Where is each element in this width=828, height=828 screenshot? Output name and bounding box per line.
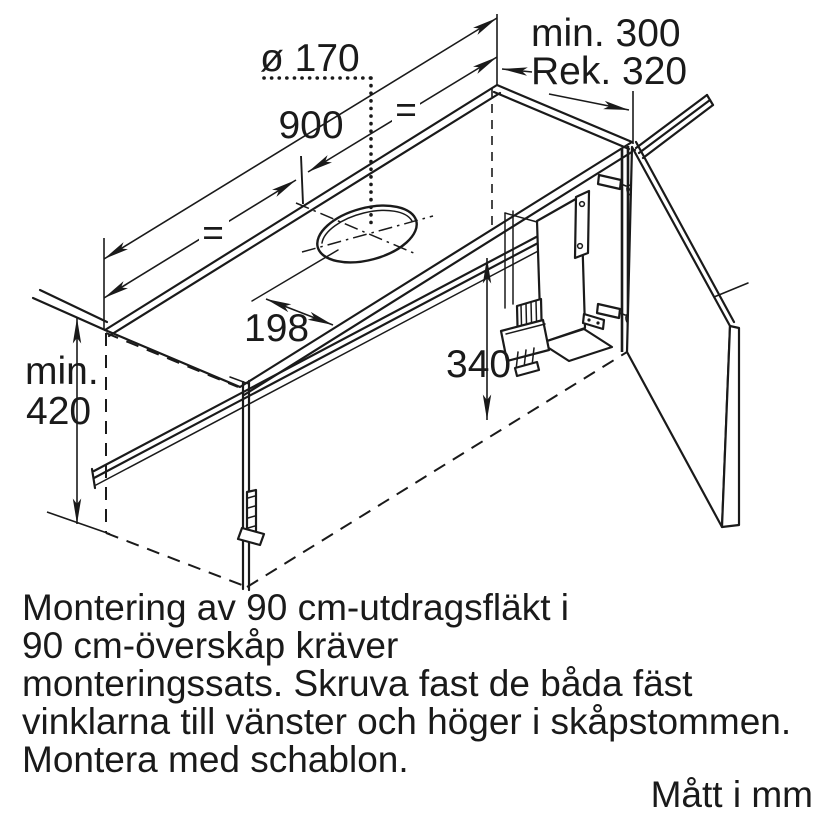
hole-diameter-label: ø 170: [260, 37, 360, 80]
equals-left-label: =: [202, 212, 224, 253]
caption-line-4: vinklarna till vänster och höger i skåpstommen.: [22, 701, 792, 742]
clearance-min-value: 420: [26, 390, 92, 433]
depth-min-label: min. 300: [531, 12, 681, 55]
hole-offset-label: 198: [244, 307, 310, 350]
clearance-min-word: min.: [25, 350, 99, 393]
right-mounting-bracket: [537, 191, 612, 361]
depth-recommended-label: Rek. 320: [531, 50, 688, 93]
width-label: 900: [278, 104, 344, 147]
caption-line-5: Montera med schablon.: [22, 739, 409, 780]
inner-height-label: 340: [446, 343, 512, 386]
caption: [22, 587, 791, 780]
cabinet-hidden-edges: [106, 333, 627, 587]
equals-right-label: =: [395, 89, 417, 130]
caption-line-2: 90 cm-överskåp kräver: [22, 625, 399, 666]
caption-line-1: Montering av 90 cm-utdragsfläkt i: [22, 587, 570, 628]
caption-line-3: monteringssats. Skruva fast de båda fäst: [22, 663, 693, 704]
units-note: Mått i mm: [650, 774, 813, 815]
door-panel: [627, 142, 748, 527]
wall-lines-left: [33, 290, 107, 330]
wall-rail-right: [636, 95, 713, 158]
